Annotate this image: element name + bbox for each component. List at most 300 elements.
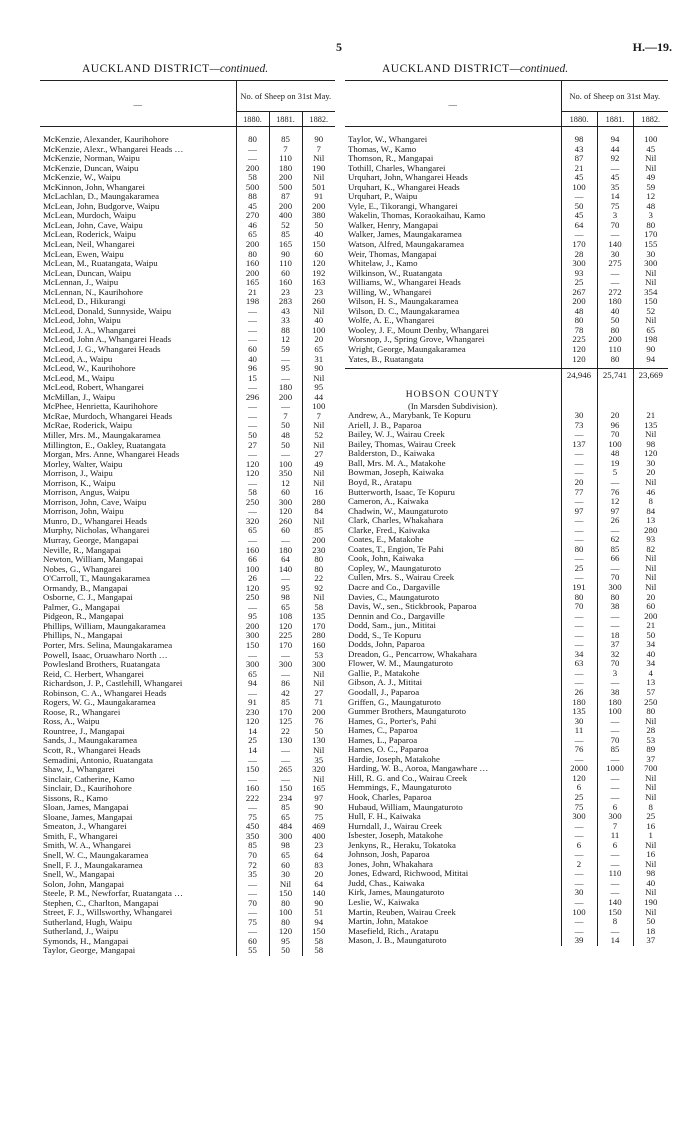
sheep-count-1881: 80 (597, 326, 633, 336)
total-1880: 24,946 (561, 369, 597, 383)
sheep-count-1881: 140 (269, 565, 302, 575)
right-district-continued: —continued. (509, 63, 569, 75)
sheep-count-1881: 14 (597, 936, 633, 946)
sheep-count-1882: 46 (646, 487, 656, 497)
left-table-row (40, 555, 335, 565)
owner-name: Sloane, James, Mangapai (40, 813, 236, 823)
owner-name: Copley, W., Maungaturoto (345, 564, 561, 574)
sheep-count-1880: — (236, 154, 269, 164)
left-table-row (40, 851, 335, 861)
sheep-count-1881: — (269, 355, 302, 365)
left-year-1881: 1881. (269, 112, 302, 127)
sheep-count-1881: 80 (597, 593, 633, 603)
sheep-count-1880: 300 (561, 259, 597, 269)
sheep-count-1882: 135 (644, 420, 658, 430)
left-table-row (40, 145, 335, 155)
sheep-count-1882: 320 (312, 765, 326, 775)
sheep-count-1881: — (597, 269, 633, 279)
right-table-row (345, 259, 668, 269)
left-table-row (40, 565, 335, 575)
total-row (345, 369, 668, 383)
sheep-count-1882: 13 (646, 678, 656, 688)
sheep-count-1881: — (597, 478, 633, 488)
left-table-row (40, 450, 335, 460)
sheep-count-1880: 40 (236, 355, 269, 365)
owner-name: McLeod, M., Waipu (40, 374, 236, 384)
sheep-count-1880: — (561, 736, 597, 746)
sheep-count-1881: Nil (269, 880, 302, 890)
sheep-count-1882: 501 (312, 182, 326, 192)
owner-name: Griffen, G., Maungaturoto (345, 698, 561, 708)
owner-name: Morrison, J., Waipu (40, 469, 236, 479)
right-table-row (345, 774, 668, 784)
sheep-count-1880: — (236, 145, 269, 155)
sheep-count-1882: 94 (646, 354, 656, 364)
owner-name: McLeod, A., Waipu (40, 355, 236, 365)
sheep-count-1881: 70 (597, 430, 633, 440)
sheep-count-1880: 63 (561, 659, 597, 669)
sheep-count-1880: — (561, 917, 597, 927)
sheep-count-1882: 51 (314, 908, 324, 918)
sheep-count-1882: Nil (313, 774, 325, 784)
sheep-count-1881: 8 (597, 917, 633, 927)
left-table-row (40, 488, 335, 498)
left-table-row (40, 775, 335, 785)
right-table-row (345, 812, 668, 822)
sheep-count-1882: 16 (646, 821, 656, 831)
sheep-count-1881: — (597, 755, 633, 765)
sheep-count-1882: 53 (646, 735, 656, 745)
left-sheep-header: No. of Sheep on 31st May. (236, 81, 335, 112)
owner-name: Steele, P. M., Newforfar, Ruatangata … (40, 889, 236, 899)
sheep-count-1880: 11 (561, 726, 597, 736)
sheep-count-1881: 19 (597, 459, 633, 469)
sheep-count-1882: 90 (314, 135, 324, 144)
sheep-count-1882: 89 (646, 745, 656, 755)
owner-name: McLean, Ewen, Waipu (40, 250, 236, 260)
left-table-row (40, 717, 335, 727)
left-table-row (40, 345, 335, 355)
sheep-count-1881: 1000 (597, 764, 633, 774)
sheep-count-1880: 95 (236, 612, 269, 622)
owner-name: Coates, T., Engion, Te Pahi (345, 545, 561, 555)
right-table-row (345, 459, 668, 469)
owner-name: Rountree, J., Mangapai (40, 727, 236, 737)
sheep-count-1880: 165 (236, 278, 269, 288)
sheep-count-1881: 85 (269, 135, 302, 145)
sheep-count-1880: 77 (561, 488, 597, 498)
sheep-count-1881: — (597, 793, 633, 803)
sheep-count-1882: Nil (645, 154, 657, 164)
owner-name: Wilkinson, W., Ruatangata (345, 269, 561, 279)
sheep-count-1881: 33 (269, 316, 302, 326)
owner-name: Cameron, A., Kaiwaka (345, 497, 561, 507)
left-table-row (40, 784, 335, 794)
sheep-count-1882: 50 (646, 917, 656, 927)
sheep-count-1882: Nil (645, 163, 657, 173)
sheep-count-1881: 170 (269, 641, 302, 651)
sheep-count-1881: 80 (597, 355, 633, 365)
sheep-count-1882: 59 (646, 182, 656, 192)
owner-name: McKenzie, Alexander, Kaurihohore (40, 135, 236, 145)
owner-name: Sands, J., Maungakaramea (40, 736, 236, 746)
sheep-count-1881: 100 (269, 908, 302, 918)
owner-name: Martin, John, Matakoe (345, 917, 561, 927)
owner-name: Wakelin, Thomas, Koraokaihau, Kamo (345, 211, 561, 221)
sheep-count-1882: 50 (314, 726, 324, 736)
sheep-count-1881: 140 (597, 240, 633, 250)
sheep-count-1882: 30 (646, 458, 656, 468)
right-table-row (345, 297, 668, 307)
sheep-count-1881: 7 (269, 412, 302, 422)
owner-name: Willing, W., Whangarei (345, 288, 561, 298)
sheep-count-1881: 225 (269, 631, 302, 641)
sheep-count-1881: 85 (597, 745, 633, 755)
sheep-count-1880: 80 (561, 316, 597, 326)
sheep-count-1880: 55 (236, 946, 269, 956)
right-table-row (345, 488, 668, 498)
sheep-count-1880: 28 (561, 250, 597, 260)
owner-name: Clark, Charles, Whakahara (345, 516, 561, 526)
owner-name: Roose, R., Whangarei (40, 708, 236, 718)
sheep-count-1882: 150 (644, 297, 658, 307)
sheep-count-1882: 49 (314, 459, 324, 469)
left-table-row (40, 479, 335, 489)
sheep-count-1880: 25 (561, 564, 597, 574)
sheep-count-1881: 100 (597, 707, 633, 717)
owner-name: Wooley, J. F., Mount Denby, Whangarei (345, 326, 561, 336)
owner-name: Morrison, K., Waipu (40, 479, 236, 489)
sheep-count-1882: 40 (646, 878, 656, 888)
left-table-row (40, 899, 335, 909)
sheep-count-1881: 108 (269, 612, 302, 622)
owner-name: Wright, George, Maungakaramea (345, 345, 561, 355)
sheep-count-1880: 200 (236, 269, 269, 279)
right-table-row (345, 468, 668, 478)
sheep-count-1880: — (236, 603, 269, 613)
owner-name: Kirk, James, Maungaturoto (345, 888, 561, 898)
left-table-row (40, 526, 335, 536)
owner-name: Murray, George, Mangapai (40, 536, 236, 546)
sheep-count-1880: 300 (561, 812, 597, 822)
sheep-count-1882: Nil (645, 316, 657, 326)
sheep-count-1882: 93 (646, 535, 656, 545)
sheep-count-1880: 6 (561, 841, 597, 851)
sheep-count-1880: 96 (236, 364, 269, 374)
owner-name: Palmer, G., Mangapai (40, 603, 236, 613)
sheep-count-1881: 35 (597, 183, 633, 193)
sheep-count-1882: Nil (313, 746, 325, 755)
owner-name: McLean, Roderick, Waipu (40, 230, 236, 240)
sheep-count-1882: 400 (312, 831, 326, 841)
sheep-count-1882: 84 (646, 506, 656, 516)
sheep-count-1880: — (561, 554, 597, 564)
sheep-count-1882: 90 (646, 345, 656, 355)
owner-name: McLeod, W., Kaurihohore (40, 364, 236, 374)
sheep-count-1880: — (236, 307, 269, 317)
sheep-count-1881: — (597, 164, 633, 174)
sheep-count-1881: 7 (597, 822, 633, 832)
owner-name: Hames, O. C., Paparoa (345, 745, 561, 755)
left-table-row (40, 794, 335, 804)
right-table-row (345, 707, 668, 717)
sheep-count-1881: — (269, 746, 302, 756)
right-table-row (345, 908, 668, 918)
section-subtitle-row (345, 401, 668, 412)
sheep-count-1881: — (597, 621, 633, 631)
sheep-count-1881: 100 (597, 440, 633, 450)
right-year-1881: 1881. (597, 112, 633, 127)
sheep-count-1880: — (561, 459, 597, 469)
owner-name: Jones, Edward, Richwood, Mititai (345, 869, 561, 879)
sheep-count-1880: 64 (561, 221, 597, 231)
owner-name: Isbester, Joseph, Matakohe (345, 831, 561, 841)
left-table-row (40, 431, 335, 441)
owner-name: Phillips, N., Mangapai (40, 631, 236, 641)
sheep-count-1881: 150 (269, 784, 302, 794)
sheep-count-1882: 90 (314, 364, 324, 374)
sheep-count-1880: — (236, 412, 269, 422)
left-table-row (40, 918, 335, 928)
sheep-count-1882: 163 (312, 278, 326, 288)
sheep-count-1880: — (236, 479, 269, 489)
sheep-count-1880: — (561, 526, 597, 536)
sheep-count-1880: 120 (236, 460, 269, 470)
sheep-count-1882: 60 (646, 602, 656, 612)
sheep-count-1881: — (597, 717, 633, 727)
right-table-row (345, 516, 668, 526)
sheep-count-1881: 12 (269, 335, 302, 345)
sheep-count-1881: 65 (269, 603, 302, 613)
owner-name: Munro, D., Whangarei Heads (40, 517, 236, 527)
owner-name: Hemmings, F., Maungaturoto (345, 783, 561, 793)
sheep-count-1880: — (561, 822, 597, 832)
right-district-name: AUCKLAND DISTRICT (382, 63, 510, 75)
owner-name: Dodds, John, Paparoa (345, 640, 561, 650)
sheep-count-1882: 150 (312, 927, 326, 937)
sheep-count-1881: 92 (597, 154, 633, 164)
sheep-count-1881: 160 (269, 278, 302, 288)
sheep-count-1882: Nil (645, 793, 657, 802)
sheep-count-1881: 45 (597, 173, 633, 183)
sheep-count-1882: 52 (646, 306, 656, 316)
sheep-count-1881: 62 (597, 535, 633, 545)
left-table-row (40, 364, 335, 374)
sheep-count-1882: 23 (314, 287, 324, 297)
owner-name: Powell, Isaac, Oruawharo North … (40, 651, 236, 661)
sheep-count-1880: — (236, 756, 269, 766)
owner-name: Andrew, A., Marybank, Te Kopuru (345, 411, 561, 421)
sheep-count-1880: 267 (561, 288, 597, 298)
sheep-count-1880: 73 (561, 421, 597, 431)
sheep-count-1882: 140 (312, 889, 326, 899)
right-year-1882: 1882. (633, 112, 668, 127)
sheep-count-1881: 43 (269, 307, 302, 317)
owner-name: Newton, William, Mangapai (40, 555, 236, 565)
sheep-count-1880: — (236, 803, 269, 813)
owner-name: Whitelaw, J., Kamo (345, 259, 561, 269)
sheep-count-1880: — (561, 449, 597, 459)
sheep-count-1882: 80 (646, 220, 656, 230)
sheep-count-1882: 82 (646, 544, 656, 554)
owner-name: Bowman, Joseph, Kaiwaka (345, 468, 561, 478)
sheep-count-1881: 50 (269, 441, 302, 451)
sheep-count-1881: 20 (597, 411, 633, 421)
sheep-count-1881: 5 (597, 468, 633, 478)
left-table-row (40, 259, 335, 269)
sheep-count-1882: 25 (646, 812, 656, 822)
owner-name: Johnson, Josh, Paparoa (345, 850, 561, 860)
sheep-count-1881: 70 (597, 736, 633, 746)
sheep-count-1880: — (561, 879, 597, 889)
right-table-row (345, 764, 668, 774)
owner-name: McKenzie, Alexr., Whangarei Heads … (40, 145, 236, 155)
left-table-row (40, 517, 335, 527)
sheep-count-1880: — (561, 755, 597, 765)
sheep-count-1881: — (269, 450, 302, 460)
sheep-count-1881: — (269, 756, 302, 766)
right-table-row (345, 430, 668, 440)
sheep-count-1882: 198 (644, 335, 658, 345)
sheep-count-1880: 137 (561, 440, 597, 450)
right-table-row (345, 736, 668, 746)
sheep-count-1882: 170 (644, 230, 658, 240)
sheep-count-1880: 97 (561, 507, 597, 517)
owner-name: McLeod, J. G., Whangarei Heads (40, 345, 236, 355)
sheep-count-1882: 80 (314, 564, 324, 574)
owner-name: Hubaud, William, Maungaturoto (345, 803, 561, 813)
owner-name: Shaw, J., Whangarei (40, 765, 236, 775)
sheep-count-1880: — (561, 468, 597, 478)
sheep-count-1882: 65 (646, 325, 656, 335)
sheep-count-1880: 72 (236, 861, 269, 871)
sheep-count-1881: 94 (597, 135, 633, 145)
sheep-count-1882: 700 (644, 764, 658, 774)
sheep-count-1882: 48 (646, 201, 656, 211)
sheep-count-1880: — (236, 536, 269, 546)
sheep-count-1880: 65 (236, 670, 269, 680)
sheep-count-1880: 135 (561, 707, 597, 717)
sheep-count-1880: — (236, 651, 269, 661)
owner-name: McKenzie, Norman, Waipu (40, 154, 236, 164)
sheep-count-1882: 50 (314, 220, 324, 230)
sheep-count-1880: — (236, 335, 269, 345)
sheep-count-1882: Nil (313, 679, 325, 689)
owner-name: Worsnop, J., Spring Grove, Whangarei (345, 335, 561, 345)
owner-name: McLean, John, Budgorve, Waipu (40, 202, 236, 212)
owner-name: Walker, Henry, Mangapai (345, 221, 561, 231)
sheep-count-1880: 45 (561, 211, 597, 221)
owner-name: Flower, W. M., Maungaturoto (345, 659, 561, 669)
owner-name: McRae, Roderick, Waipu (40, 421, 236, 431)
owner-name: McLeod, D., Hikurangi (40, 297, 236, 307)
owner-name: McKenzie, W., Waipu (40, 173, 236, 183)
owner-name: Clarke, Fred., Kaiwaka (345, 526, 561, 536)
sheep-count-1881: 85 (269, 803, 302, 813)
sheep-count-1880: 58 (236, 173, 269, 183)
owner-name: Sutherland, J., Waipu (40, 927, 236, 937)
left-table-row (40, 421, 335, 431)
page-number: 5 (336, 40, 342, 54)
left-table-row (40, 622, 335, 632)
left-table-row (40, 698, 335, 708)
sheep-count-1882: 100 (312, 325, 326, 335)
right-table-row (345, 631, 668, 641)
owner-name: Morrison, Angus, Waipu (40, 488, 236, 498)
sheep-count-1880: 200 (236, 240, 269, 250)
right-table-row (345, 240, 668, 250)
sheep-count-1881: — (597, 879, 633, 889)
sheep-count-1881: 180 (269, 164, 302, 174)
left-table-row (40, 460, 335, 470)
sheep-count-1880: 120 (561, 774, 597, 784)
sheep-count-1881: 12 (269, 479, 302, 489)
owner-name: Snell, W., Mangapai (40, 870, 236, 880)
right-table-row (345, 145, 668, 155)
owner-name: Thomas, W., Kamo (345, 145, 561, 155)
sheep-count-1882: Nil (645, 783, 657, 793)
right-table-row (345, 154, 668, 164)
left-table-row (40, 946, 335, 956)
sheep-count-1882: 200 (312, 535, 326, 545)
sheep-count-1882: 135 (312, 612, 326, 622)
sheep-count-1880: 100 (561, 183, 597, 193)
sheep-count-1881: 95 (269, 584, 302, 594)
owner-name: Solon, John, Mangapai (40, 880, 236, 890)
sheep-count-1882: 40 (314, 316, 324, 326)
sheep-count-1882: 16 (314, 488, 324, 498)
sheep-count-1881: — (269, 536, 302, 546)
sheep-count-1882: 160 (312, 640, 326, 650)
sheep-count-1880: — (561, 535, 597, 545)
sheep-count-1882: 354 (644, 287, 658, 297)
sheep-count-1881: 14 (597, 192, 633, 202)
sheep-count-1880: 65 (236, 230, 269, 240)
sheep-count-1881: 200 (269, 202, 302, 212)
sheep-count-1882: 200 (312, 201, 326, 211)
owner-name: Bailey, W. J., Wairau Creek (345, 430, 561, 440)
owner-name: Neville, R., Mangapai (40, 546, 236, 556)
left-table-row (40, 441, 335, 451)
sheep-count-1882: 27 (314, 450, 324, 460)
sheep-count-1881: 12 (597, 497, 633, 507)
left-table-row (40, 861, 335, 871)
right-table-row (345, 688, 668, 698)
sheep-count-1882: Nil (645, 773, 657, 783)
sheep-count-1882: 28 (646, 726, 656, 736)
owner-name: Reid, C. Herbert, Whangarei (40, 670, 236, 680)
left-table-row (40, 832, 335, 842)
sheep-count-1880: 14 (236, 746, 269, 756)
sheep-count-1881: 50 (269, 946, 302, 956)
right-table-row (345, 583, 668, 593)
owner-name: Leslie, W., Kaiwaka (345, 898, 561, 908)
sheep-count-1880: 160 (236, 784, 269, 794)
sheep-count-1880: 191 (561, 583, 597, 593)
sheep-count-1882: 280 (312, 497, 326, 507)
sheep-count-1882: 92 (314, 583, 324, 593)
sheep-count-1880: — (561, 640, 597, 650)
sheep-count-1881: 150 (597, 908, 633, 918)
right-table-row (345, 355, 668, 365)
owner-name: Hames, G., Porter's, Pahi (345, 717, 561, 727)
owner-name: Nobes, G., Whangarei (40, 565, 236, 575)
owner-name: McLeod, J. A., Whangarei (40, 326, 236, 336)
section-title: HOBSON COUNTY (345, 390, 561, 401)
left-district-continued: —continued. (209, 63, 269, 75)
left-table-row (40, 660, 335, 670)
sheep-count-1880: 94 (236, 679, 269, 689)
